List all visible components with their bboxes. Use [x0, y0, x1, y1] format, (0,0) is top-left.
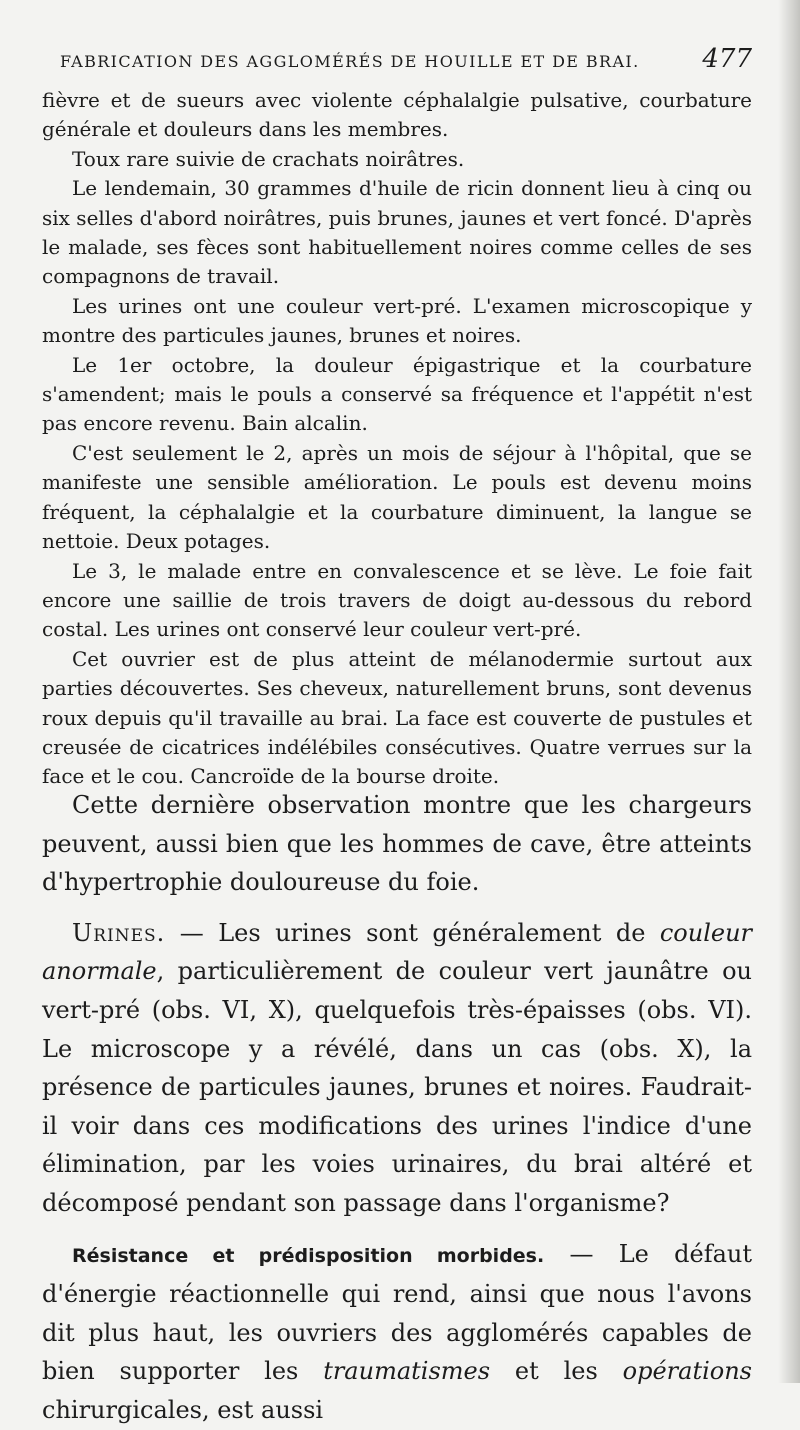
observation-text: [42, 86, 752, 792]
paragraph: Cet ouvrier est de plus atteint de mélanodermie surtout aux parties découvertes. Ses cheveux, naturellement bruns, sont devenus roux depuis qu'il travaille au brai. La face est couverte de pustules et creusée de cicatrices indélébiles consécutives. Quatre verrues sur la face et le cou. Cancroïde de la bourse droite.: [42, 646, 752, 789]
paragraph: C'est seulement le 2, après un mois de séjour à l'hôpital, que se manifeste une sensible amélioration. Le pouls est devenu moins fréquent, la céphalalgie et la courbature diminuent, la langue se nettoie. Deux potages.: [42, 440, 752, 554]
paragraph: Le 3, le malade entre en convalescence et se lève. Le foie fait encore une saillie de trois travers de doigt au-dessous du rebord costal. Les urines ont conservé leur couleur vert-pré.: [42, 558, 752, 642]
paragraph: Les urines ont une couleur vert-pré. L'examen microscopique y montre des particules jaunes, brunes et noires.: [42, 293, 752, 348]
discussion-text: [42, 786, 752, 1430]
paragraph: Le 1er octobre, la douleur épigastrique et la courbature s'amendent; mais le pouls a conservé sa fréquence et l'appétit n'est pas encore revenu. Bain alcalin.: [42, 352, 752, 436]
paragraph: Cette dernière observation montre que les chargeurs peuvent, aussi bien que les hommes de cave, être atteints d'hypertrophie douloureuse du foie.: [42, 791, 752, 897]
section-heading: Urines.: [72, 918, 166, 947]
page-number: 477: [702, 44, 752, 74]
running-title: FABRICATION DES AGGLOMÉRÉS DE HOUILLE ET DE BRAI.: [60, 52, 640, 71]
paragraph-urines: Urines. — Les urines sont généralement de couleur anormale, particulièrement de couleur vert jaunâtre ou vert-pré (obs. VI, X), quelquefois très-épaisses (obs. VI). Le microscope y a révélé, dans un cas (obs. X), la présence de particules jaunes, brunes et noires. Faudrait-il voir dans ces modifications des urines l'indice d'une élimination, par les voies urinaires, du brai altéré et décomposé pendant son passage dans l'organisme?: [42, 918, 752, 1217]
paragraph: fièvre et de sueurs avec violente céphalalgie pulsative, courbature générale et douleurs dans les membres.: [42, 88, 752, 142]
paragraph: Le lendemain, 30 grammes d'huile de ricin donnent lieu à cinq ou six selles d'abord noirâtres, puis brunes, jaunes et vert foncé. D'après le malade, ses fèces sont habituellement noires comme celles de ses compagnons de travail.: [42, 176, 752, 289]
paragraph: Toux rare suivie de crachats noirâtres.: [72, 146, 465, 171]
scan-edge-shadow: [778, 0, 800, 1383]
section-heading: Résistance et prédisposition morbides.: [72, 1244, 545, 1267]
paragraph-resistance: Résistance et prédisposition morbides. — Le défaut d'énergie réactionnelle qui rend, ainsi que nous l'avons dit plus haut, les ouvriers des agglomérés capables de bien supporter les traumatismes et les opérations chirurgicales, est aussi: [42, 1239, 752, 1424]
running-header: [60, 44, 752, 74]
